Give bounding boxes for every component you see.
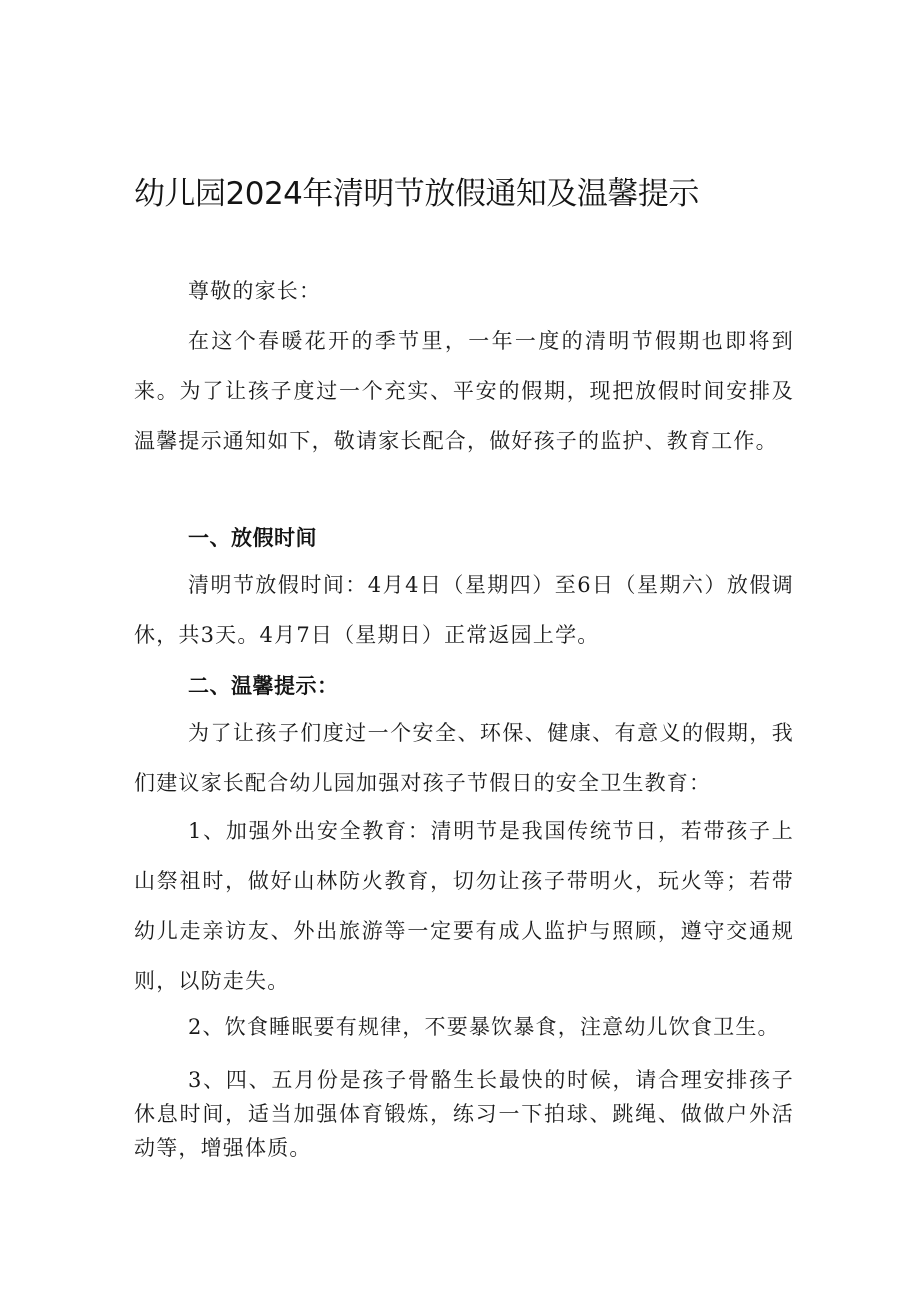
holiday-time-paragraph: 清明节放假时间：4月4日（星期四）至6日（星期六）放假调休，共3天。4月7日（星期日）正常返园上学。 xyxy=(134,573,794,647)
tips-intro-paragraph: 为了让孩子们度过一个安全、环保、健康、有意义的假期，我们建议家长配合幼儿园加强对孩子节假日的安全卫生教育： xyxy=(134,721,794,795)
tip-item-2: 2、饮食睡眠要有规律，不要暴饮暴食，注意幼儿饮食卫生。 xyxy=(188,1015,780,1039)
tip-item-1: 1、加强外出安全教育：清明节是我国传统节日，若带孩子上山祭祖时，做好山林防火教育，切勿让孩子带明火，玩火等；若带幼儿走亲访友、外出旅游等一定要有成人监护与照顾，遵守交通规则，以防走失。 xyxy=(134,819,794,993)
section-heading-tips: 二、温馨提示： xyxy=(188,674,339,698)
document-title: 幼儿园2024年清明节放假通知及温馨提示 xyxy=(134,176,699,212)
intro-paragraph: 在这个春暖花开的季节里，一年一度的清明节假期也即将到来。为了让孩子度过一个充实、平安的假期，现把放假时间安排及温馨提示通知如下，敬请家长配合，做好孩子的监护、教育工作。 xyxy=(134,329,794,453)
salutation: 尊敬的家长： xyxy=(188,279,322,303)
tip-item-3: 3、四、五月份是孩子骨骼生长最快的时候，请合理安排孩子休息时间，适当加强体育锻炼，练习一下拍球、跳绳、做做户外活动等，增强体质。 xyxy=(134,1068,794,1160)
section-heading-holiday-time: 一、放假时间 xyxy=(188,526,317,550)
